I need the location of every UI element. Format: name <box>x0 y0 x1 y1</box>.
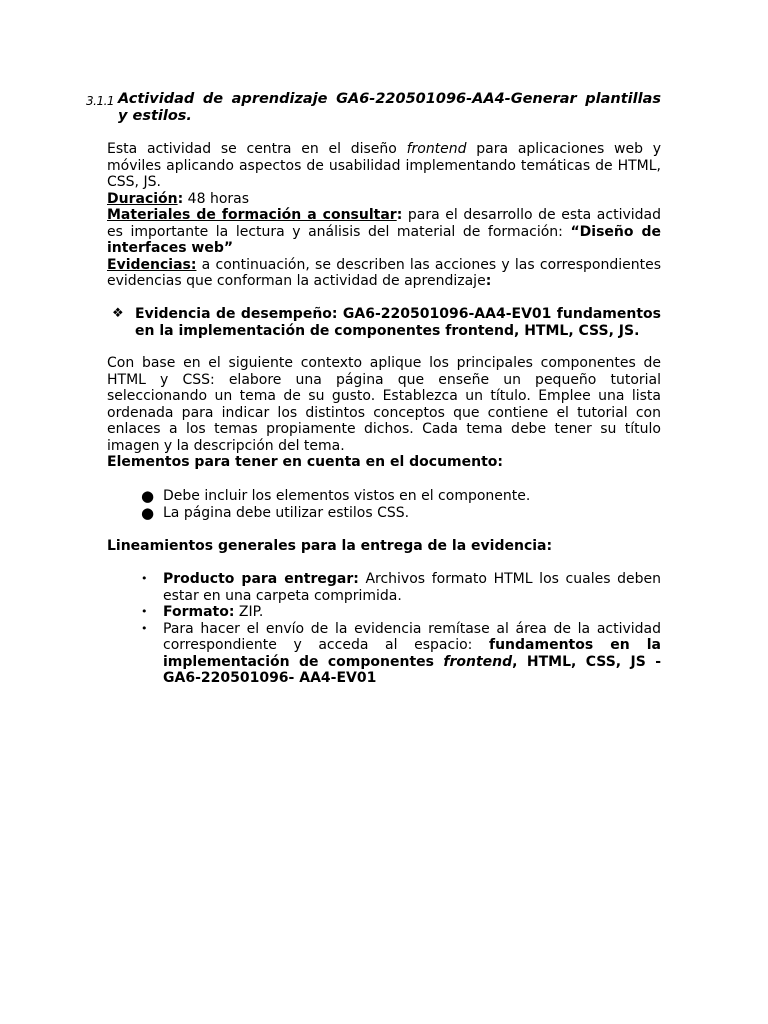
bullet-icon: • <box>141 621 148 635</box>
evidence-item <box>112 306 661 339</box>
evidences-label: Evidencias: <box>107 256 197 273</box>
elements-list <box>141 488 661 521</box>
evidences-paragraph: Evidencias: a continuación, se describen las acciones y las correspondientes evidencias que conforman la actividad de aprendizaje: <box>107 256 661 289</box>
duration-value: 48 horas <box>183 190 250 207</box>
list-item: • Formato: ZIP. <box>141 604 264 620</box>
guidelines-heading: Lineamientos generales para la entrega de la evidencia: <box>107 538 553 554</box>
section-heading <box>86 91 661 125</box>
list-item: ● La página debe utilizar estilos CSS. <box>141 503 410 522</box>
materials-paragraph: Materiales de formación a consultar: para el desarrollo de esta actividad es importante la lectura y análisis del material de formación: “Diseño de interfaces web” <box>107 207 661 256</box>
bullet-icon: • <box>141 605 148 618</box>
intro-block <box>107 141 661 207</box>
evidence-text: Evidencia de desempeño: GA6-220501096-AA4-EV01 fundamentos en la implementación de componentes frontend, HTML, CSS, JS. <box>135 306 661 339</box>
context-block <box>107 355 661 471</box>
materials-label: Materiales de formación a consultar <box>107 207 397 223</box>
duration-line: Duración: 48 horas <box>107 190 250 207</box>
intro-paragraph: Esta actividad se centra en el diseño frontend para aplicaciones web y móviles aplicando aspectos de usabilidad implementando temáticas de HTML, CSS, JS. <box>107 141 661 190</box>
bullet-icon: • <box>141 572 148 585</box>
section-number: 3.1.1 <box>86 94 115 108</box>
list-item: • Para hacer el envío de la evidencia remítase al área de la actividad correspondiente y acceda al espacio: fundamentos en la implementación de componentes frontend, HTML, CSS, JS - GA6-220501096- AA4-EV01 <box>141 620 661 686</box>
materials-title: “Diseño de interfaces web” <box>107 223 661 256</box>
section-title: Actividad de aprendizaje GA6-220501096-AA4-Generar plantillas y estilos. <box>118 91 661 124</box>
elements-heading: Elementos para tener en cuenta en el documento: <box>107 454 503 470</box>
context-paragraph: Con base en el siguiente contexto aplique los principales componentes de HTML y CSS: elabore una página que enseñe un pequeño tutorial seleccionando un tema de su gusto. Establezca un título. Emplee una lista ordenada para indicar los distintos conceptos que contiene el tutorial con enlaces a los temas propiamente dichos. Cada tema debe tener su título imagen y la descripción del tema. <box>107 355 661 454</box>
bullet-icon: ● <box>141 487 155 505</box>
list-item: • Producto para entregar: Archivos formato HTML los cuales deben estar en una carpeta comprimida. <box>141 571 661 604</box>
list-item: ● Debe incluir los elementos vistos en el componente. <box>141 487 531 505</box>
materials-block <box>107 207 661 290</box>
guidelines-block <box>107 538 661 555</box>
diamond-bullet-icon: ❖ <box>112 306 124 321</box>
duration-label: Duración <box>107 190 178 207</box>
bullet-icon: ● <box>141 503 155 522</box>
guidelines-list <box>141 571 661 687</box>
